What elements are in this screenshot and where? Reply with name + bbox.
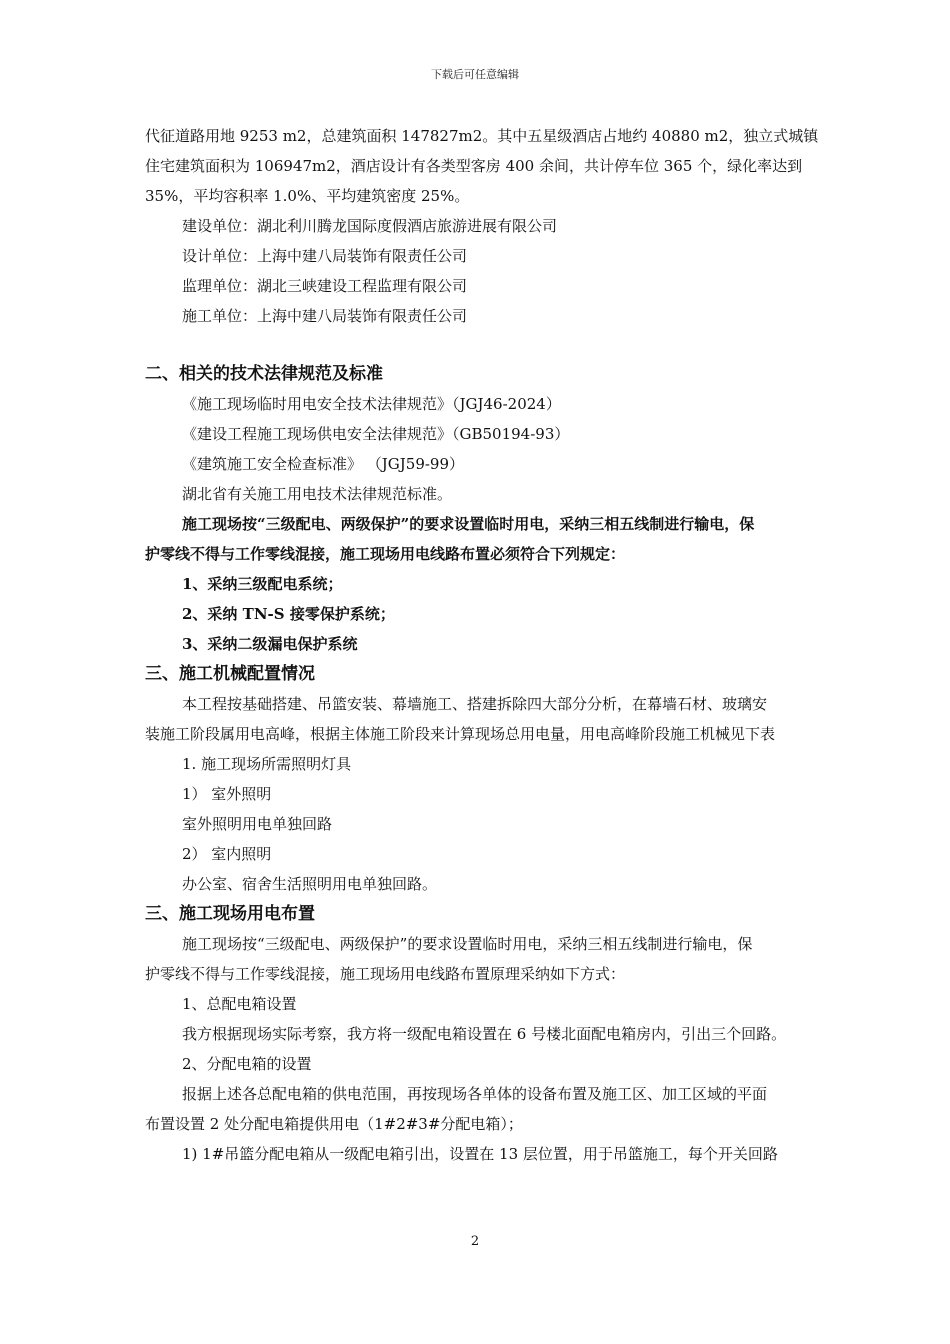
- supervision-unit: 监理单位：湖北三峡建设工程监理有限公司: [182, 277, 468, 295]
- paragraph-line: 布置设置 2 处分配电箱提供用电（1#2#3#分配电箱）；: [145, 1115, 523, 1133]
- paragraph-line: 住宅建筑面积为 106947m2，酒店设计有各类型客房 400 余间，共计停车位 365 个，绿化率达到: [145, 157, 803, 175]
- paragraph-line: 代征道路用地 9253 m2，总建筑面积 147827m2。其中五星级酒店占地约 40880 m2，独立式城镇: [145, 127, 819, 145]
- page-number: 2: [470, 1234, 480, 1249]
- bold-list-item: 1、采纳三级配电系统；: [182, 575, 343, 593]
- list-item: 1、总配电箱设置: [182, 995, 297, 1013]
- paragraph-line: 1) 1#吊篮分配电箱从一级配电箱引出，设置在 13 层位置，用于吊篮施工，每个开关回路: [182, 1145, 778, 1163]
- section-heading-standards: 二、相关的技术法律规范及标准: [145, 364, 383, 384]
- paragraph-line: 装施工阶段属用电高峰，根据主体施工阶段来计算现场总用电量，用电高峰阶段施工机械见下表: [145, 725, 776, 743]
- bold-list-item: 2、采纳 TN-S 接零保护系统；: [182, 605, 395, 623]
- standard-item: 《施工现场临时用电安全技术法律规范》（JGJ46-2024）: [182, 395, 561, 413]
- paragraph-line: 我方根据现场实际考察，我方将一级配电箱设置在 6 号楼北面配电箱房内，引出三个回路。: [182, 1025, 787, 1043]
- document-body: [145, 121, 850, 1169]
- list-item: 1. 施工现场所需照明灯具: [182, 755, 352, 773]
- paragraph-line: 报据上述各总配电箱的供电范围，再按现场各单体的设备布置及施工区、加工区域的平面: [182, 1085, 768, 1103]
- standard-item: 湖北省有关施工用电技术法律规范标准。: [182, 485, 453, 503]
- paragraph-line: 护零线不得与工作零线混接，施工现场用电线路布置原理采纳如下方式：: [145, 965, 626, 983]
- design-unit: 设计单位：上海中建八局装饰有限责任公司: [182, 247, 468, 265]
- list-item: 1） 室外照明: [182, 785, 272, 803]
- standard-item: 《建设工程施工现场供电安全法律规范》（GB50194-93）: [182, 425, 570, 443]
- bold-list-item: 3、采纳二级漏电保护系统: [182, 635, 358, 653]
- section-heading-layout: 三、施工现场用电布置: [145, 904, 315, 924]
- section-gap: [145, 331, 850, 359]
- paragraph-line: 办公室、宿舍生活照明用电单独回路。: [182, 875, 438, 893]
- construction-unit: 建设单位：湖北利川腾龙国际度假酒店旅游进展有限公司: [182, 217, 558, 235]
- paragraph-line: 本工程按基础搭建、吊篮安装、幕墙施工、搭建拆除四大部分分析，在幕墙石材、玻璃安: [182, 695, 768, 713]
- page-header: 下载后可任意编辑: [431, 68, 519, 81]
- bold-paragraph-line: 护零线不得与工作零线混接，施工现场用电线路布置必须符合下列规定：: [145, 545, 626, 563]
- paragraph-line: 施工现场按“三级配电、两级保护”的要求设置临时用电，采纳三相五线制进行输电，保: [182, 935, 753, 953]
- section-heading-machinery: 三、施工机械配置情况: [145, 664, 315, 684]
- standard-item: 《建筑施工安全检查标准》 （JGJ59-99）: [182, 455, 465, 473]
- paragraph-line: 35%，平均容积率 1.0%、平均建筑密度 25%。: [145, 187, 470, 205]
- list-item: 2、分配电箱的设置: [182, 1055, 312, 1073]
- contractor-unit: 施工单位：上海中建八局装饰有限责任公司: [182, 307, 468, 325]
- list-item: 2） 室内照明: [182, 845, 272, 863]
- bold-paragraph-line: 施工现场按“三级配电、两级保护”的要求设置临时用电，采纳三相五线制进行输电，保: [182, 515, 755, 533]
- paragraph-line: 室外照明用电单独回路: [182, 815, 333, 833]
